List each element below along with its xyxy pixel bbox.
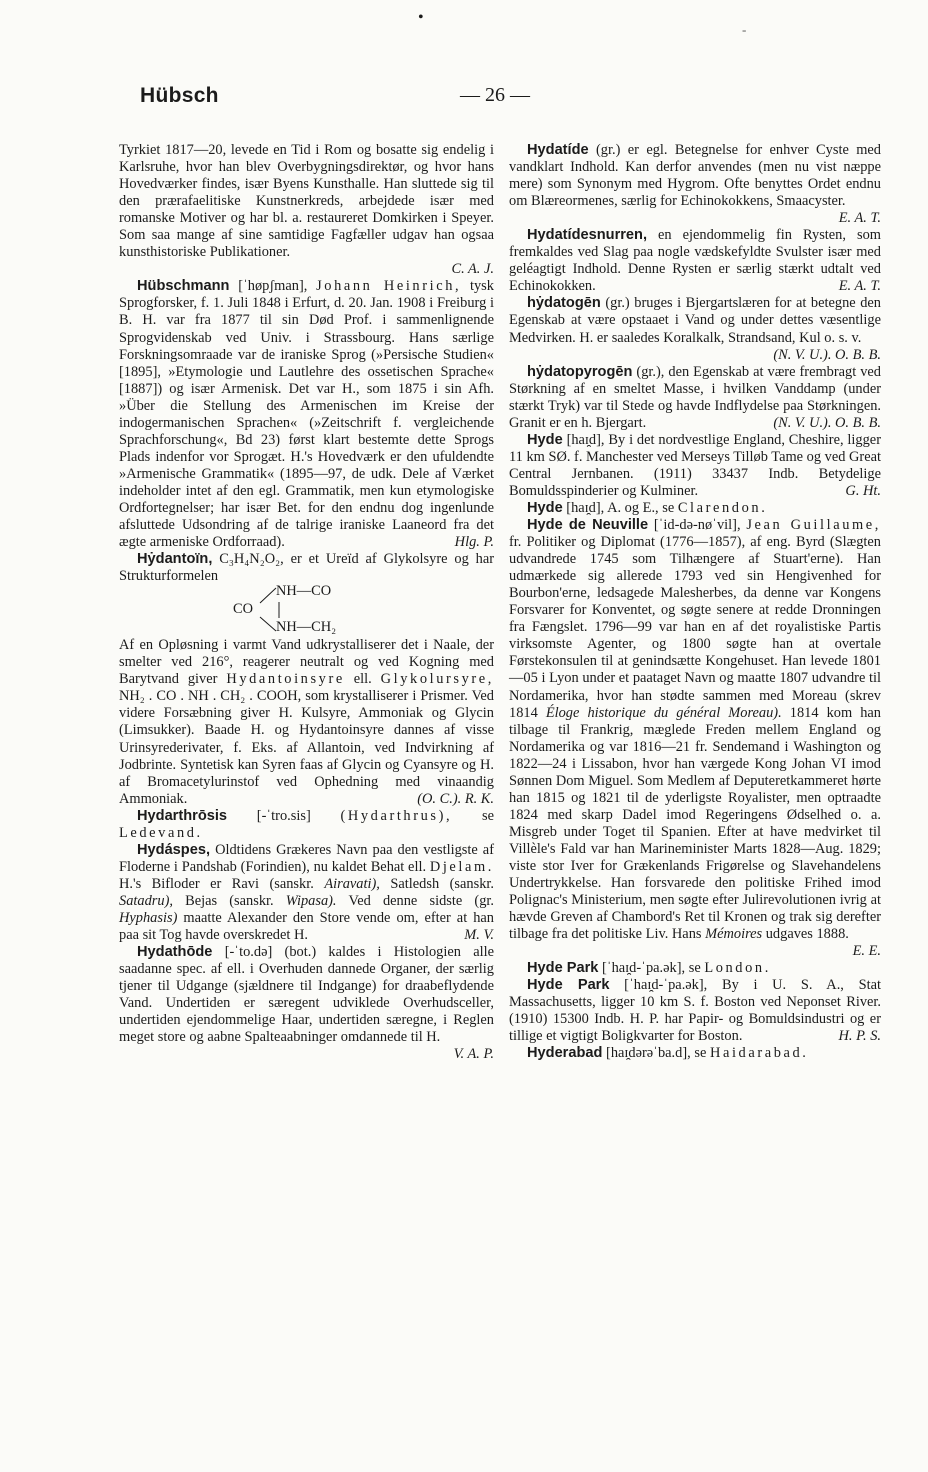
entry-italic: Hyphasis) — [119, 909, 178, 926]
entry-italic: Wipasa). — [285, 892, 337, 909]
entry-hydatidesnurren — [509, 227, 881, 295]
entry-term: Hydantoinsyre — [226, 671, 345, 688]
entry-hydatide — [509, 142, 881, 227]
entry-term: Glykolursyre, — [380, 671, 494, 688]
entry-signature: E. E. — [852, 943, 881, 960]
entry-hydantoin-continued — [119, 637, 494, 807]
entry-signature: (N. V. U.). O. B. B. — [773, 346, 881, 363]
entry-signature: G. Ht. — [845, 482, 881, 499]
entry-pronunciation: [haɪ̯d], — [566, 431, 605, 448]
entry-text: NH₂ . CO . NH . CH₂ . COOH, som krystalliserer i Prismer. Ved videre Forsæbning giver H. Kulsyre, Ammoniak og Glycin (Limsukker). Baade H. og Hydantoinsyre dannes af visse Urinsyrederivater, f. Eks. af Allantoin, ved Indvirkning af Jodbrinte. Syntetisk kan Syren faas af Glycin og Cyansyre og H. af Bromacetylurinstof ved Ophedning med vinaandig Ammoniak. — [119, 688, 494, 807]
entry-text: 1814 kom han tilbage til Frankrig, mæglede Freden mellem England og Nordamerika og var 1816—21 fr. Sendemand i Washington og 1822—24 i Lissabon, hvor han værgede Kong Johan VI imod Sønnen Dom Miguel. Som Medlem af Deputeretkammeret hørte han 1815 og 1821 til de yderligste Royalister, men optraadte 1824 med skarp Dadel imod Regeringens Ødselhed o. a. Misgreb under Toget til Spanien. Efter at have medvirket til Villèle's Fald var han Marineminister Marts 1828—Aug. 1829; viste stor Iver for Grækenlands Frigørelse og Slavehandelens Undertrykkelse. Han forsvarede den politiske Frihed imod Polignac's Ministerium, men søgte efter Julirevolutionen ivrig at hævde Greven af Chambord's Ret til Kronen og trak sig derefter tilbage fra det politiske Liv. Hans — [509, 704, 881, 943]
entry-text: fr. Politiker og Diplomat (1776—1857), af eng. Byrd (Slægten udvandrede 1745 som Tilhængere af Stuart'erne). Han udmærkede sig allerede 1793 ved sin Hengivenhed for Bourbon'erne, ledsagede Malesherbes, da denne var Kongens Forsvarer for Konventet, og søgte senere at redde Dronningen fra Fængslet. 1796—99 var han en af det royalistiske Partis virksomste Agenter, og 1800 søgte han at overtale Førstekonsulen til at genindsætte Kongehuset. Han levede 1801—05 i Lyon under et paataget Navn og maatte 1807 udvandre til Nordamerika, hvor han stødte sammen med Moreau (skrev 1814 — [509, 534, 881, 721]
entry-headword: hẏdatogēn — [527, 295, 601, 312]
entry-text: By i det nordvestlige England, Cheshire, ligger 11 km SØ. f. Manchester ved Merseys Tilløb Tame og ved Great Central Jernbanen. (1911) 33437 Indb. Betydelige Bomuldsspinderier og Kulminer. — [509, 431, 881, 499]
entry-signature: V. A. P. — [453, 1046, 494, 1063]
entry-text: udgaves 1888. — [765, 926, 849, 943]
entry-headword: Hyde — [527, 499, 563, 516]
entry-continuation — [119, 142, 494, 278]
entry-hyde — [509, 432, 881, 500]
entry-text: tysk Sprogforsker, f. 1. Juli 1848 i Erfurt, d. 20. Jan. 1908 i Freiburg i B. H. var fra 1877 til sin Død Prof. i sammenlignende Sprogvidenskab ved Univ. i Strassbourg. Hans særlige Forskningsomraade var de iraniske Sprog (»Persische Studien« [1895], »Etymologie und Lautlehre des ossetischen Sprache« [1887]) og især Armenisk. Det var H., som 1875 i sin Afh. »Über die Stellung des Armenischen im Kreise der indogermanischen Sprachen« (»Zeitschrift f. vergleichende Sprachforschung«, Bd 23) først klart bestemte dette Sprogs Plads indenfor vor Sprogæt. H.'s Hovedværk er den ufuldendte »Armenische Grammatik« (1895—97, de udk. Dele af Værket indeholder intet af den egl. Grammatik, men kun etymologiske Ordfortegnelser; har især Bet. for den endnu dog ingenlunde afsluttede Udsondring af de talrige iraniske Laaneord fra det ægte armeniske Ordforraad). — [119, 278, 494, 551]
entry-hyde-park-london — [509, 960, 881, 977]
entry-text: ell. — [353, 671, 372, 688]
formula-top-group: NH—CO — [276, 583, 332, 600]
entry-italic: Airavati), — [324, 875, 380, 892]
formula-bottom-group: NH—CH₂ — [276, 619, 337, 636]
entry-headword: Hyde de Neuville — [527, 517, 649, 534]
top-dot-mark: • — [418, 9, 424, 26]
entry-headword: Hydatídesnurren, — [527, 227, 648, 244]
entry-headword: Hübschmann — [137, 278, 230, 295]
entry-person-name: Jean Guillaume, — [746, 517, 881, 534]
entry-text: en ejendommelig fin Rysten, som fremkaldes ved Slag paa nogle vædskefyldte Svulster især med geléagtigt Indhold. Denne Rysten er særlig stærkt udtalt ved Echinokokken. — [509, 227, 881, 295]
running-headword: Hübsch — [140, 84, 219, 107]
entry-term: Djelam. — [429, 858, 494, 875]
entry-pronunciation: [ˈhaɪ̯d-ˈpa.ək], — [624, 977, 708, 994]
entry-headword: Hẏdantoïn, — [137, 551, 213, 568]
entry-text: (gr.), den Egenskab at være frembragt ved Størkning af en smeltet Masse, i hvilken Vanddamp (under stærkt Tryk) var til Stede og havde Indflydelse paa Størkningen. Granit er en h. Bjergart. — [509, 363, 881, 431]
entry-text: Satledsh (sanskr. — [390, 875, 494, 892]
entry-huebschmann — [119, 278, 494, 551]
entry-text: se — [688, 960, 701, 977]
entry-hydatopyrogen — [509, 364, 881, 432]
entry-signature: E. A. T. — [838, 278, 881, 295]
entry-cross-reference: Clarendon. — [677, 499, 768, 516]
entry-headword: Hyderabad — [527, 1045, 603, 1062]
entry-hyde-de-neuville — [509, 517, 881, 960]
formula-left-group: CO — [233, 601, 253, 618]
entry-signature: C. A. J. — [451, 261, 494, 278]
entry-text: Oldtidens Grækeres Navn paa den vestligste af Floderne i Pandshab (Forindien), nu kaldet Behat ell. — [119, 841, 494, 875]
corner-mark: - — [742, 22, 747, 37]
entry-cross-reference: Ledevand. — [119, 824, 203, 841]
entry-pronunciation: [ˈhøpʃman], — [238, 278, 308, 295]
entry-text: er et Ureïd af Glykolsyre og har Strukturformelen — [119, 551, 495, 585]
entry-hydathode — [119, 944, 494, 1063]
entry-text: maatte Alexander den Store vende om, efter at han paa sit Tog havde overskredet H. — [119, 909, 494, 944]
entry-hydaspes — [119, 842, 494, 944]
entry-italic: Satadru), — [119, 892, 173, 909]
entry-signature: H. P. S. — [838, 1028, 881, 1045]
entry-pronunciation: [haɪ̯d], — [566, 499, 605, 516]
entry-text: Ved denne sidste (gr. — [348, 892, 494, 909]
entry-hydatogen — [509, 295, 881, 363]
entry-hyde-person — [509, 500, 881, 517]
entry-hyde-park-usa — [509, 977, 881, 1045]
entry-headword: Hyde Park — [527, 960, 599, 977]
entry-text: H.'s Bifloder er Ravi (sanskr. — [119, 875, 314, 892]
entry-text: Tyrkiet 1817—20, levede en Tid i Rom og bosatte sig endelig i Karlsruhe, hvor han blev Overbygningsdirektør, og hvor hans Hovedværker findes, især Byens Kunsthalle. Han sluttede sig til den prærafaelitiske Kunstnerkreds, arbejdede især med romanske Motiver og har bl. a. restaureret Domkirken i Speyer. Som saa mange af sine samtidige Fagfæller udgav han ogsaa kunsthistoriske Publikationer. — [119, 142, 494, 261]
entry-headword: Hydáspes, — [137, 841, 211, 858]
entry-signature: Hlg. P. — [454, 534, 494, 551]
entry-cross-reference: Haidarabad. — [709, 1045, 809, 1062]
entry-text: A. og E., se — [607, 499, 675, 516]
entry-text: Bejas (sanskr. — [185, 892, 274, 909]
entry-italic: Éloge historique du général Moreau). — [545, 704, 782, 721]
entry-person-name: Johann Heinrich, — [316, 278, 462, 295]
entry-headword: Hyde Park — [527, 977, 610, 994]
entry-pronunciation: [ˈhaɪ̯d-ˈpa.ək], — [602, 960, 686, 977]
entry-cross-reference: London. — [704, 960, 771, 977]
entry-pronunciation: [-ˈtro.sis] — [256, 807, 311, 824]
entry-headword: Hydarthrōsis — [137, 807, 228, 824]
entry-term: (Hydarthrus), — [340, 807, 453, 824]
structural-formula — [119, 585, 494, 637]
running-head — [140, 84, 900, 114]
entry-italic: Mémoires — [705, 926, 763, 943]
entry-hydantoin — [119, 551, 494, 585]
left-column — [119, 142, 494, 1063]
entry-hydarthrosis — [119, 808, 494, 842]
entry-text: (bot.) kaldes i Histologien alle saadanne spec. af ell. i Overhuden dannede Organer, der særlig tjener til Udgange (sjældnere til Indgange) for draabeflydende Vand. Undertiden er særegent udviklede Overhudsceller, undertiden ejendommelige Haar, undertiden særegne, i Reglen meget store og aabne Spalteaabninger omdannede til H. — [119, 944, 494, 1046]
entry-pronunciation: [-ˈto.də] — [224, 944, 273, 961]
entry-text: (gr.) bruges i Bjergartslæren for at betegne den Egenskab at være opstaaet i Vand og under dettes væsentlige Medvirken. H. er saaledes Koralkalk, Strandsand, Kul o. s. v. — [509, 295, 881, 346]
entry-text: se — [694, 1045, 707, 1062]
entry-text: By i U. S. A., Stat Massachusetts, ligger 10 km S. f. Boston ved Neponset River. (1910) 15300 Indb. H. P. har Papir- og Bomuldsindustri og er tillige et vigtigt Boligkvarter for Boston. — [509, 977, 881, 1045]
entry-signature: E. A. T. — [838, 210, 881, 227]
page-number: — 26 — — [460, 84, 530, 106]
entry-formula: C₃H₄N₂O₂, — [219, 551, 284, 568]
entry-pronunciation: [ˈid-də-nøˈvil], — [653, 517, 741, 534]
entry-headword: hẏdatopyrogēn — [527, 363, 633, 380]
entry-signature: M. V. — [464, 927, 494, 944]
entry-headword: Hyde — [527, 431, 563, 448]
entry-text: se — [481, 807, 494, 824]
entry-text: Af en Opløsning i varmt Vand udkrystalliserer det i Naale, der smelter ved 216°, reagerer neutralt og ved Kogning med Barytvand giver — [119, 637, 494, 688]
entry-text: (gr.) er egl. Betegnelse for enhver Cyste med vandklart Indhold. Kan derfor anvendes (men nu vist næppe mere) som Synonym med Hygrom. Ofte benyttes Ordet endnu om Blæreormenes, særlig for Echinokokkens, Smaacyster. — [509, 142, 881, 210]
entry-hyderabad — [509, 1045, 881, 1062]
entry-headword: Hydatíde — [527, 142, 589, 158]
right-column — [509, 142, 881, 1063]
entry-pronunciation: [haɪ̯dərəˈba.d], — [606, 1045, 691, 1062]
entry-signature: (O. C.). R. K. — [417, 790, 494, 807]
entry-signature: (N. V. U.). O. B. B. — [773, 414, 881, 431]
entry-headword: Hydathōde — [137, 944, 213, 961]
